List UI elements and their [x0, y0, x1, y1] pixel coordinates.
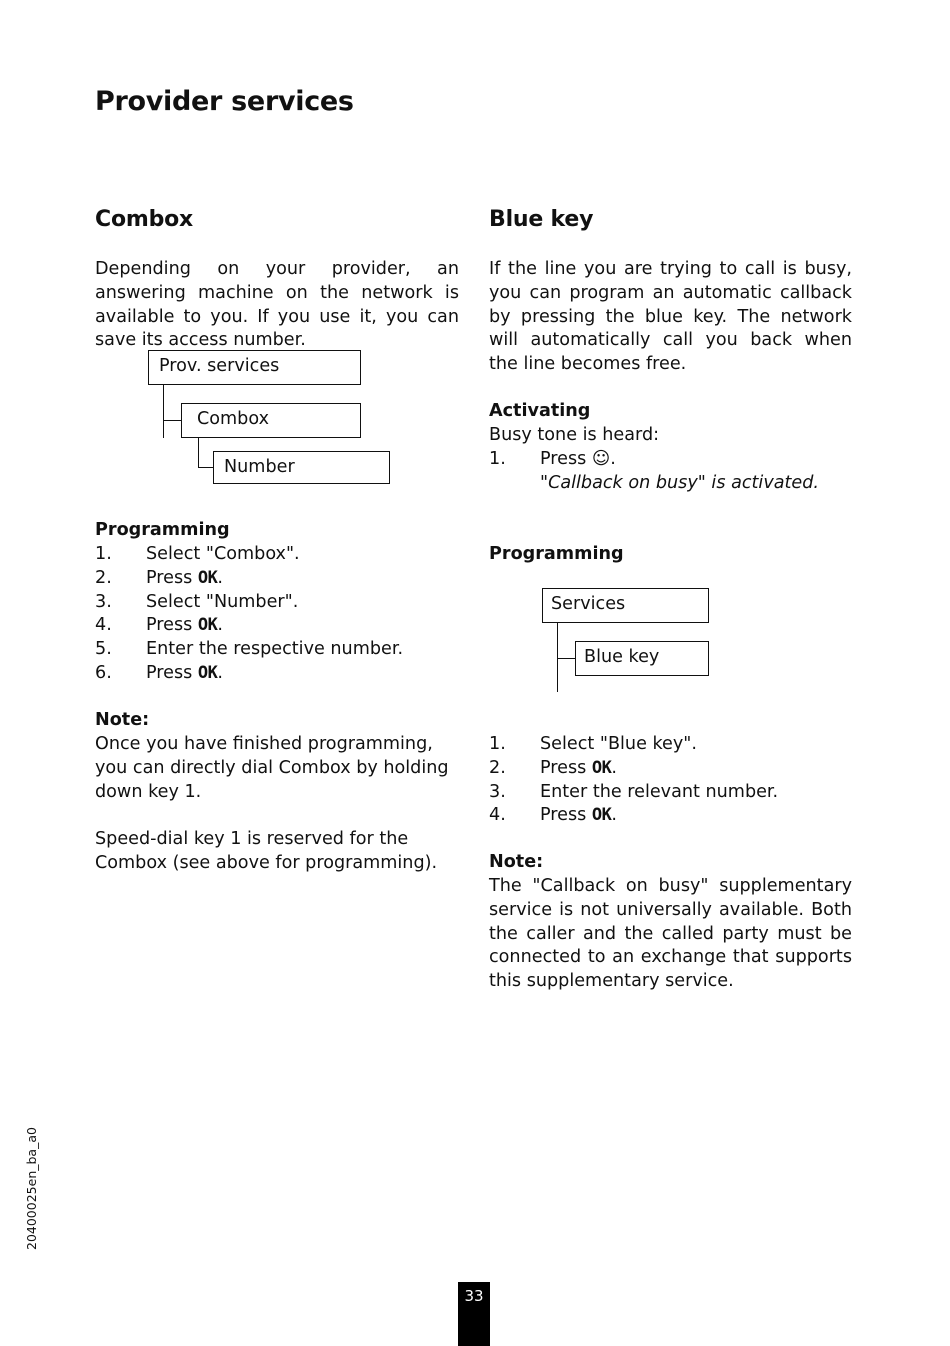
- activating-step: 1. Press ☺.: [489, 449, 616, 469]
- menu-box-services: Services: [542, 588, 709, 623]
- list-item: 6. Press OK.: [95, 662, 223, 683]
- list-item: 1. Select "Combox".: [95, 544, 300, 564]
- ok-key-icon: OK: [591, 805, 612, 826]
- list-item: 4. Press OK.: [489, 805, 617, 826]
- list-item: 2. Press OK.: [489, 757, 617, 778]
- combox-programming-steps: [95, 543, 403, 686]
- ok-key-icon: OK: [591, 757, 612, 778]
- list-item: 5. Enter the respective number.: [95, 639, 404, 660]
- document-code: 20400025en_ba_a0: [24, 1127, 39, 1250]
- menu-box-blue-key: Blue key: [575, 641, 709, 676]
- blue-key-programming-steps: [489, 733, 778, 828]
- ok-key-icon: OK: [197, 615, 218, 636]
- activating-heading: Activating: [489, 401, 591, 421]
- activating-lead: Busy tone is heard:: [489, 425, 660, 445]
- ok-key-icon: OK: [197, 567, 218, 588]
- combox-note-heading: Note:: [95, 710, 150, 730]
- list-item: 3. Enter the relevant number.: [489, 781, 779, 802]
- menu-box-prov-services: Prov. services: [148, 350, 361, 385]
- activating-result: "Callback on busy" is activated.: [540, 473, 819, 493]
- menu-box-number: Number: [213, 451, 390, 484]
- ok-key-icon: OK: [197, 662, 218, 683]
- combox-programming-heading: Programming: [95, 520, 230, 540]
- combox-note-text-2: Speed-dial key 1 is reserved for the Combox (see above for programming).: [95, 829, 438, 873]
- combox-heading: Combox: [95, 207, 194, 232]
- blue-key-heading: Blue key: [489, 207, 594, 232]
- blue-key-note-heading: Note:: [489, 852, 544, 872]
- list-item: 3. Select "Number".: [95, 591, 299, 612]
- blue-key-note-text: The "Callback on busy" supplementary service is not universally available. Both the caller and the called party must be connected to an exchange that supports this supplementary service.: [489, 876, 852, 992]
- page-title: Provider services: [95, 86, 354, 117]
- list-item: 4. Press OK.: [95, 615, 223, 636]
- combox-note-text: Once you have finished programming, you can directly dial Combox by holding down key 1.: [95, 734, 449, 802]
- blue-key-programming-heading: Programming: [489, 544, 624, 564]
- smiley-key-icon: ☺: [591, 449, 611, 469]
- list-item: 1. Select "Blue key".: [489, 734, 697, 754]
- list-item: 2. Press OK.: [95, 567, 223, 588]
- menu-box-combox: Combox: [181, 403, 361, 438]
- page-number: 33: [458, 1282, 490, 1346]
- blue-key-intro: If the line you are trying to call is busy, you can program an automatic callback by pressing the blue key. The network will automatically call you back when the line becomes free.: [489, 259, 852, 375]
- combox-intro: Depending on your provider, an answering machine on the network is available to you. If you use it, you can save its access number.: [95, 259, 459, 351]
